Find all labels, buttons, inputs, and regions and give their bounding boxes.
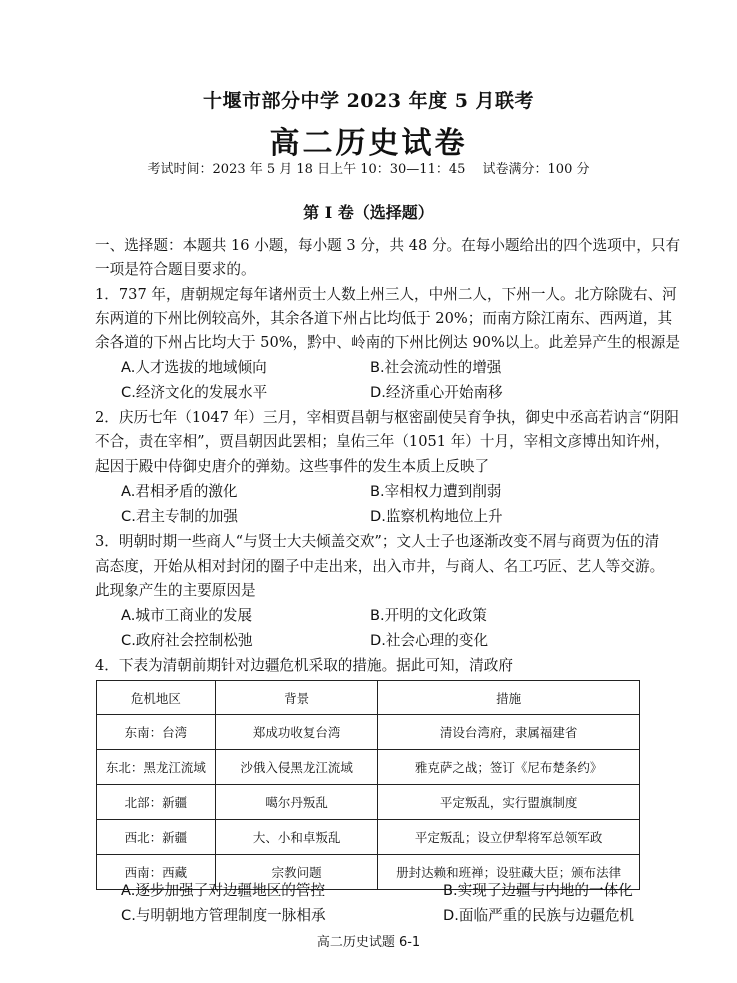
question-2-option-d[interactable]: D.监察机构地位上升 [370,508,503,525]
exam-title: 十堰市部分中学 2023 年度 5 月联考 [202,90,535,112]
question-4-option-c[interactable]: C.与明朝地方管理制度一脉相承 [121,907,326,924]
question-4-option-b[interactable]: B.实现了边疆与内地的一体化 [443,882,633,899]
question-2-line: 2．庆历七年（1047 年）三月，宰相贾昌朝与枢密副使吴育争执，御史中丞高若讷言“阴阳 [95,409,679,426]
question-2-option-c[interactable]: C.君主专制的加强 [121,508,238,525]
question-1-line: 余各道的下州占比均大于 50%，黔中、岭南的下州比例达 90%以上。此差异产生的根源是 [95,334,680,351]
table-cell: 西北：新疆 [97,820,216,855]
question-3-line: 高态度，开始从相对封闭的圈子中走出来，出入市井，与商人、名工巧匠、艺人等交游。 [95,558,665,575]
subject-title: 高二历史试卷 [269,126,468,161]
table-cell: 东北：黑龙江流域 [97,750,216,785]
table-cell: 沙俄入侵黑龙江流域 [215,750,378,785]
table-cell: 大、小和卓叛乱 [215,820,378,855]
table-row [97,785,640,820]
question-2-option-a[interactable]: A.君相矛盾的激化 [121,483,238,500]
table-header-cell: 措施 [378,681,640,715]
table-cell: 册封达赖和班禅；设驻藏大臣；颁布法律 [378,855,640,890]
table-cell: 宗教问题 [215,855,378,890]
question-3-option-b[interactable]: B.开明的文化政策 [370,607,487,624]
question-4-line: 4．下表为清朝前期针对边疆危机采取的措施。据此可知，清政府 [95,657,513,674]
question-4-option-d[interactable]: D.面临严重的民族与边疆危机 [443,907,635,924]
question-1-option-a[interactable]: A.人才选拔的地域倾向 [121,359,267,376]
instruction-line: 一项是符合题目要求的。 [95,261,256,278]
table-cell: 平定叛乱；设立伊犁将军总领军政 [378,820,640,855]
border-crisis-table [96,680,640,890]
question-1-line: 1．737 年，唐朝规定每年诸州贡士人数上州三人，中州二人，下州一人。北方除陇右、河 [95,286,677,303]
question-1-option-b[interactable]: B.社会流动性的增强 [370,359,502,376]
table-cell: 平定叛乱，实行盟旗制度 [378,785,640,820]
table-header-cell: 背景 [215,681,378,715]
question-2-option-b[interactable]: B.宰相权力遭到削弱 [370,483,502,500]
table-cell: 清设台湾府，隶属福建省 [378,715,640,750]
table-row [97,715,640,750]
question-3-line: 此现象产生的主要原因是 [95,582,256,599]
table-cell: 郑成功收复台湾 [215,715,378,750]
question-1-option-d[interactable]: D.经济重心开始南移 [370,384,503,401]
exam-info: 考试时间：2023 年 5 月 18 日上午 10：30—11：45 试卷满分：100 分 [147,162,590,177]
table-header-cell: 危机地区 [97,681,216,715]
question-3-option-a[interactable]: A.城市工商业的发展 [121,607,253,624]
question-2-line: 起因于殿中侍御史唐介的弹劾。这些事件的发生本质上反映了 [95,458,490,475]
table-cell: 噶尔丹叛乱 [215,785,378,820]
table-cell: 东南：台湾 [97,715,216,750]
question-1-option-c[interactable]: C.经济文化的发展水平 [121,384,268,401]
question-3-line: 3．明朝时期一些商人“与贤士大夫倾盖交欢”；文人士子也逐渐改变不屑与商贾为伍的清 [95,533,660,550]
table-row [97,820,640,855]
page-footer: 高二历史试题 6-1 [316,935,421,950]
question-2-line: 不合，责在宰相”，贾昌朝因此罢相；皇佑三年（1051 年）十月，宰相文彦博出知许州， [95,433,670,450]
table-header-row [97,681,640,715]
table-cell: 雅克萨之战；签订《尼布楚条约》 [378,750,640,785]
table-row [97,750,640,785]
question-1-line: 东两道的下州比例较高外，其余各道下州占比均低于 20%；而南方除江南东、西两道，其 [95,310,673,327]
question-3-option-c[interactable]: C.政府社会控制松弛 [121,632,253,649]
table-cell: 西南：西藏 [97,855,216,890]
instruction-line: 一、选择题：本题共 16 小题，每小题 3 分，共 48 分。在每小题给出的四个选项中，只有 [95,237,681,254]
table-cell: 北部：新疆 [97,785,216,820]
section-title: 第 I 卷（选择题） [303,203,434,222]
question-3-option-d[interactable]: D.社会心理的变化 [370,632,489,649]
question-4-option-a[interactable]: A.逐步加强了对边疆地区的管控 [121,882,326,899]
